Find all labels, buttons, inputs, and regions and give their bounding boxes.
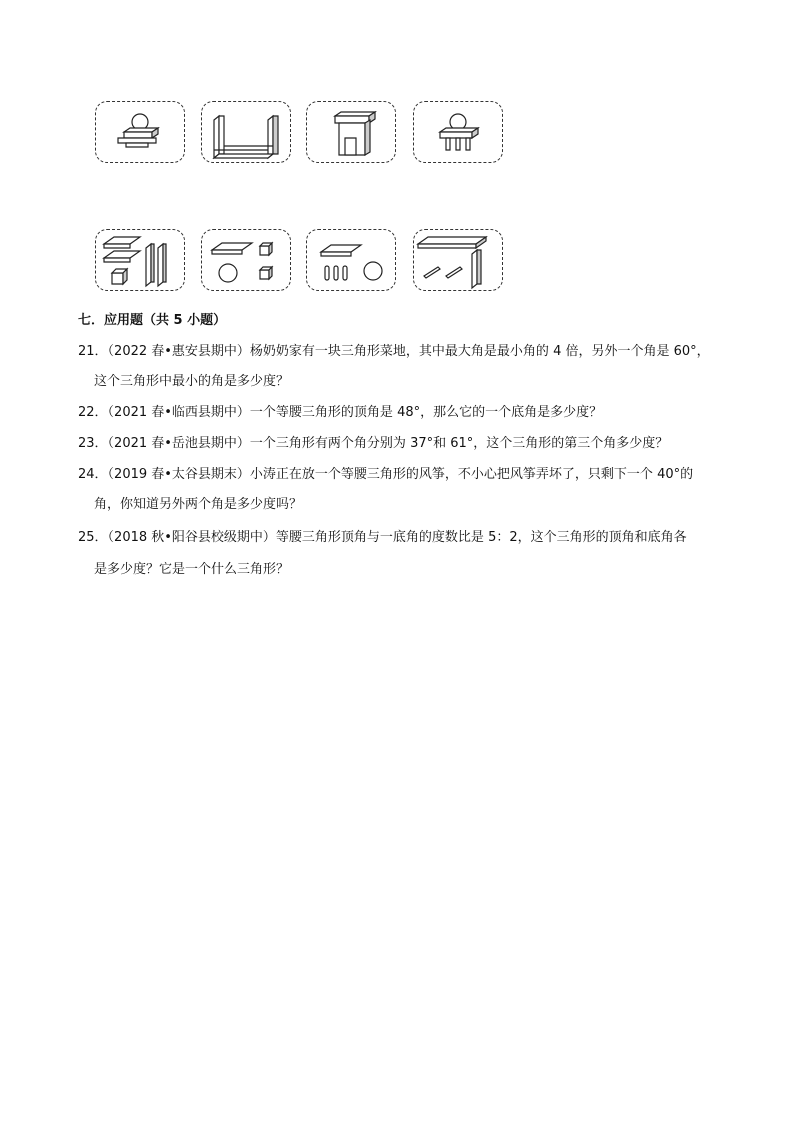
question-25 xyxy=(78,529,728,546)
question-22 xyxy=(78,404,728,421)
question-text: （2021 春•岳池县期中）一个三角形有两个角分别为 37°和 61°，这个三角形的第三个角多少度？ xyxy=(107,436,669,451)
question-23 xyxy=(78,435,728,452)
figure-card-long-slab-rods-board xyxy=(413,229,503,291)
slabs-cube-boards-figure xyxy=(96,230,184,290)
figure-card-u-shape xyxy=(201,101,291,163)
question-text: （2022 春•惠安县期中）杨奶奶家有一块三角形菜地，其中最大角是最小角的 4 倍，另外一个角是 60°， xyxy=(107,344,710,359)
question-number: 22． xyxy=(78,405,108,420)
question-25-continued: 是多少度？它是一个什么三角形？ xyxy=(94,562,290,577)
question-text: （2021 春•临西县期中）一个等腰三角形的顶角是 48°，那么它的一个底角是多少度？ xyxy=(107,405,603,420)
question-24-continued: 角，你知道另外两个角是多少度吗？ xyxy=(94,497,303,512)
figure-row-top xyxy=(0,101,794,166)
sphere-on-stand-figure xyxy=(96,102,184,162)
question-number: 25． xyxy=(78,530,108,545)
u-shape-figure xyxy=(202,102,290,162)
question-24 xyxy=(78,466,728,483)
figure-card-sphere-on-legs xyxy=(413,101,503,163)
slab-cylinder-cubes-figure xyxy=(202,230,290,290)
figure-card-slab-cylinder-cubes xyxy=(201,229,291,291)
figure-card-table-with-door xyxy=(306,101,396,163)
figure-card-slabs-cube-boards xyxy=(95,229,185,291)
slab-legs-sphere-figure xyxy=(307,230,395,290)
section-title: 七．应用题（共 5 小题） xyxy=(78,313,227,328)
long-slab-rods-board-figure xyxy=(414,230,502,290)
figure-row-bottom xyxy=(0,229,794,294)
question-21 xyxy=(78,343,728,360)
question-number: 21． xyxy=(78,344,108,359)
question-text: （2019 春•太谷县期末）小涛正在放一个等腰三角形的风筝，不小心把风筝弄坏了，只剩下一个 40°的 xyxy=(107,467,694,482)
question-number: 24． xyxy=(78,467,108,482)
question-21-continued: 这个三角形中最小的角是多少度？ xyxy=(94,374,290,389)
question-number: 23． xyxy=(78,436,108,451)
question-text: （2018 秋•阳谷县校级期中）等腰三角形顶角与一底角的度数比是 5：2，这个三角形的顶角和底角各 xyxy=(107,530,687,545)
sphere-on-legs-figure xyxy=(414,102,502,162)
figure-card-slab-legs-sphere xyxy=(306,229,396,291)
table-with-door-figure xyxy=(307,102,395,162)
figure-card-sphere-on-stand xyxy=(95,101,185,163)
